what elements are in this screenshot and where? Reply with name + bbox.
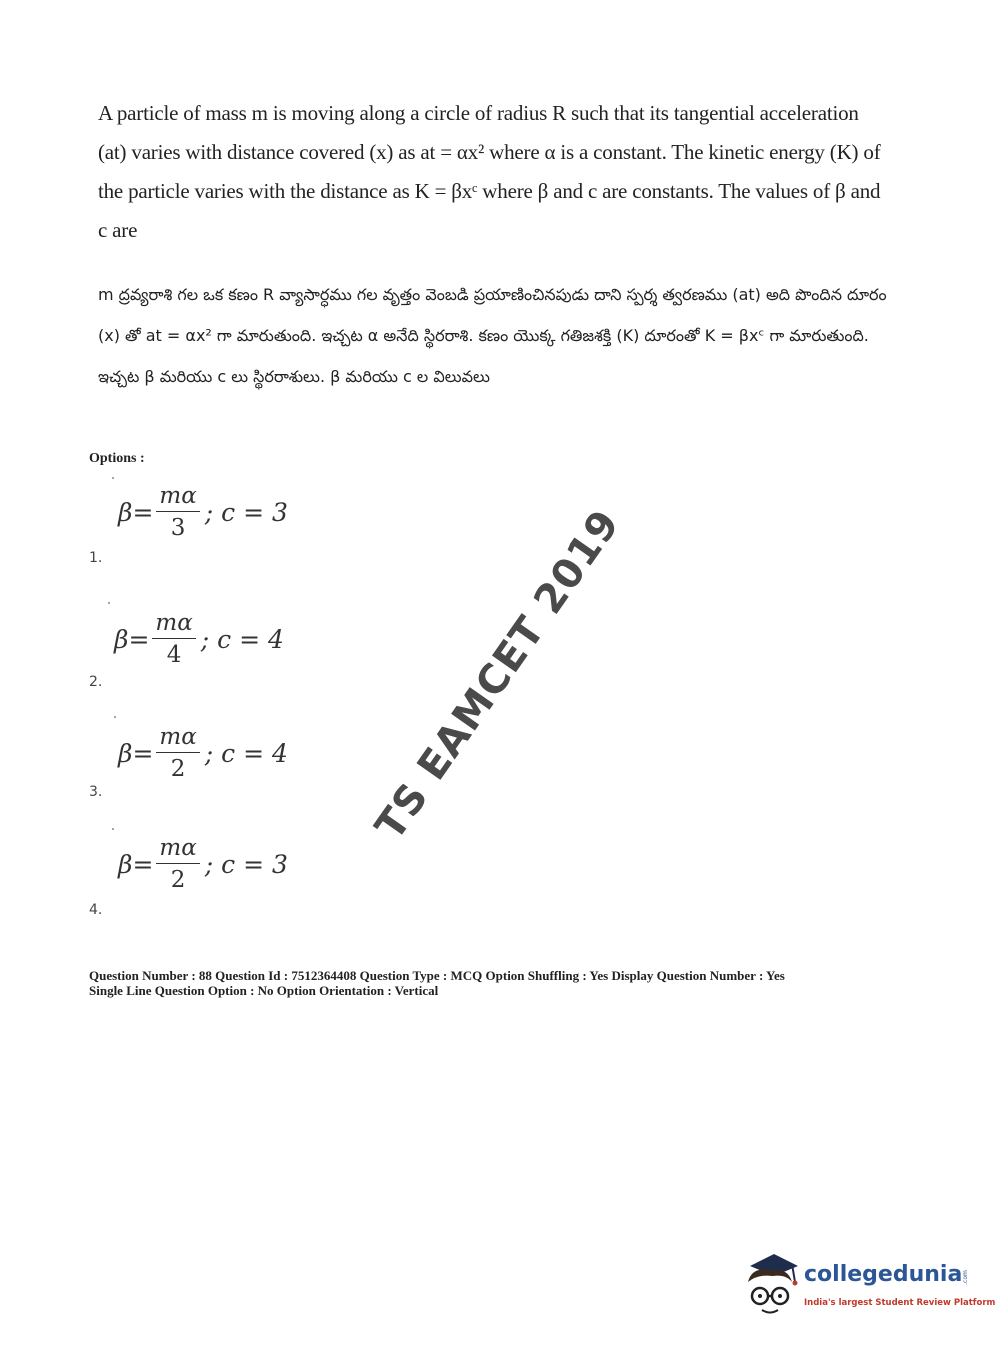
formula-lhs: β	[114, 625, 129, 654]
meta-line-1: Question Number : 88 Question Id : 7512364408 Question Type : MCQ Option Shuffling : Yes Display Question Number : Yes	[89, 968, 785, 983]
fraction-numerator: mα	[156, 724, 199, 753]
fraction-denominator: 4	[166, 642, 182, 668]
question-meta	[89, 968, 909, 998]
formula-fraction	[156, 724, 199, 783]
option-formula: β = $\frac{m\alpha}{3}$ ; c = 3	[118, 483, 288, 541]
collegedunia-logo[interactable]	[742, 1252, 996, 1322]
formula-lhs: β	[118, 739, 133, 768]
option-formula: β = $\frac{m\alpha}{2}$ ; c = 3	[118, 835, 288, 893]
logo-suffix: .com	[961, 1270, 969, 1285]
watermark: TS EAMCET 2019	[366, 501, 630, 849]
option-3[interactable]	[0, 714, 400, 824]
formula-lhs: β	[118, 850, 133, 879]
fraction-numerator: mα	[156, 483, 199, 512]
formula-rest: ; c = 4	[200, 625, 284, 654]
formula-fraction	[156, 483, 199, 542]
option-4[interactable]	[0, 825, 400, 935]
logo-name: collegedunia	[804, 1262, 963, 1287]
option-2[interactable]	[0, 600, 400, 710]
options-label: Options :	[89, 451, 145, 466]
formula-rest: ; c = 3	[204, 498, 288, 527]
logo-tagline: India's largest Student Review Platform	[804, 1298, 996, 1308]
option-number: 2.	[89, 674, 103, 690]
fraction-denominator: 2	[170, 867, 186, 893]
formula-rest: ; c = 4	[204, 739, 288, 768]
option-number: 1.	[89, 550, 103, 566]
mascot-icon	[742, 1252, 802, 1322]
meta-line-2: Single Line Question Option : No Option Orientation : Vertical	[89, 983, 439, 998]
question-text-english: A particle of mass m is moving along a circle of radius R such that its tangential acceleration (at) varies with distance covered (x) as at = αx² where α is a constant. The kinetic energy (K) of the particle varies with the distance as K = βxᶜ where β and c are constants. The values of β and c are	[98, 101, 881, 242]
option-1[interactable]	[0, 475, 400, 585]
formula-fraction	[156, 835, 199, 894]
fraction-numerator: mα	[152, 610, 195, 639]
option-formula: β = $\frac{m\alpha}{2}$ ; c = 4	[118, 724, 288, 782]
option-number: 3.	[89, 784, 103, 800]
fraction-denominator: 3	[170, 515, 186, 541]
option-number: 4.	[89, 902, 103, 918]
question-text-telugu: m ద్రవ్యరాశి గల ఒక కణం R వ్యాసార్ధము గల వృత్తం వెంబడి ప్రయాణించినపుడు దాని స్పర్శ త్వరణము (at) అది పొందిన దూరం (x) తో at = αx² గా మారుతుంది. ఇచ్చట α అనేది స్థిరరాశి. కణం యొక్క గతిజశక్తి (K) దూరంతో K = βxᶜ గా మారుతుంది. ఇచ్చట β మరియు c లు స్థిరరాశులు. β మరియు c ల విలువలు	[98, 285, 887, 386]
fraction-numerator: mα	[156, 835, 199, 864]
option-formula: β = $\frac{m\alpha}{4}$ ; c = 4	[114, 610, 284, 668]
fraction-denominator: 2	[170, 756, 186, 782]
formula-fraction	[152, 610, 195, 669]
formula-rest: ; c = 3	[204, 850, 288, 879]
formula-lhs: β	[118, 498, 133, 527]
